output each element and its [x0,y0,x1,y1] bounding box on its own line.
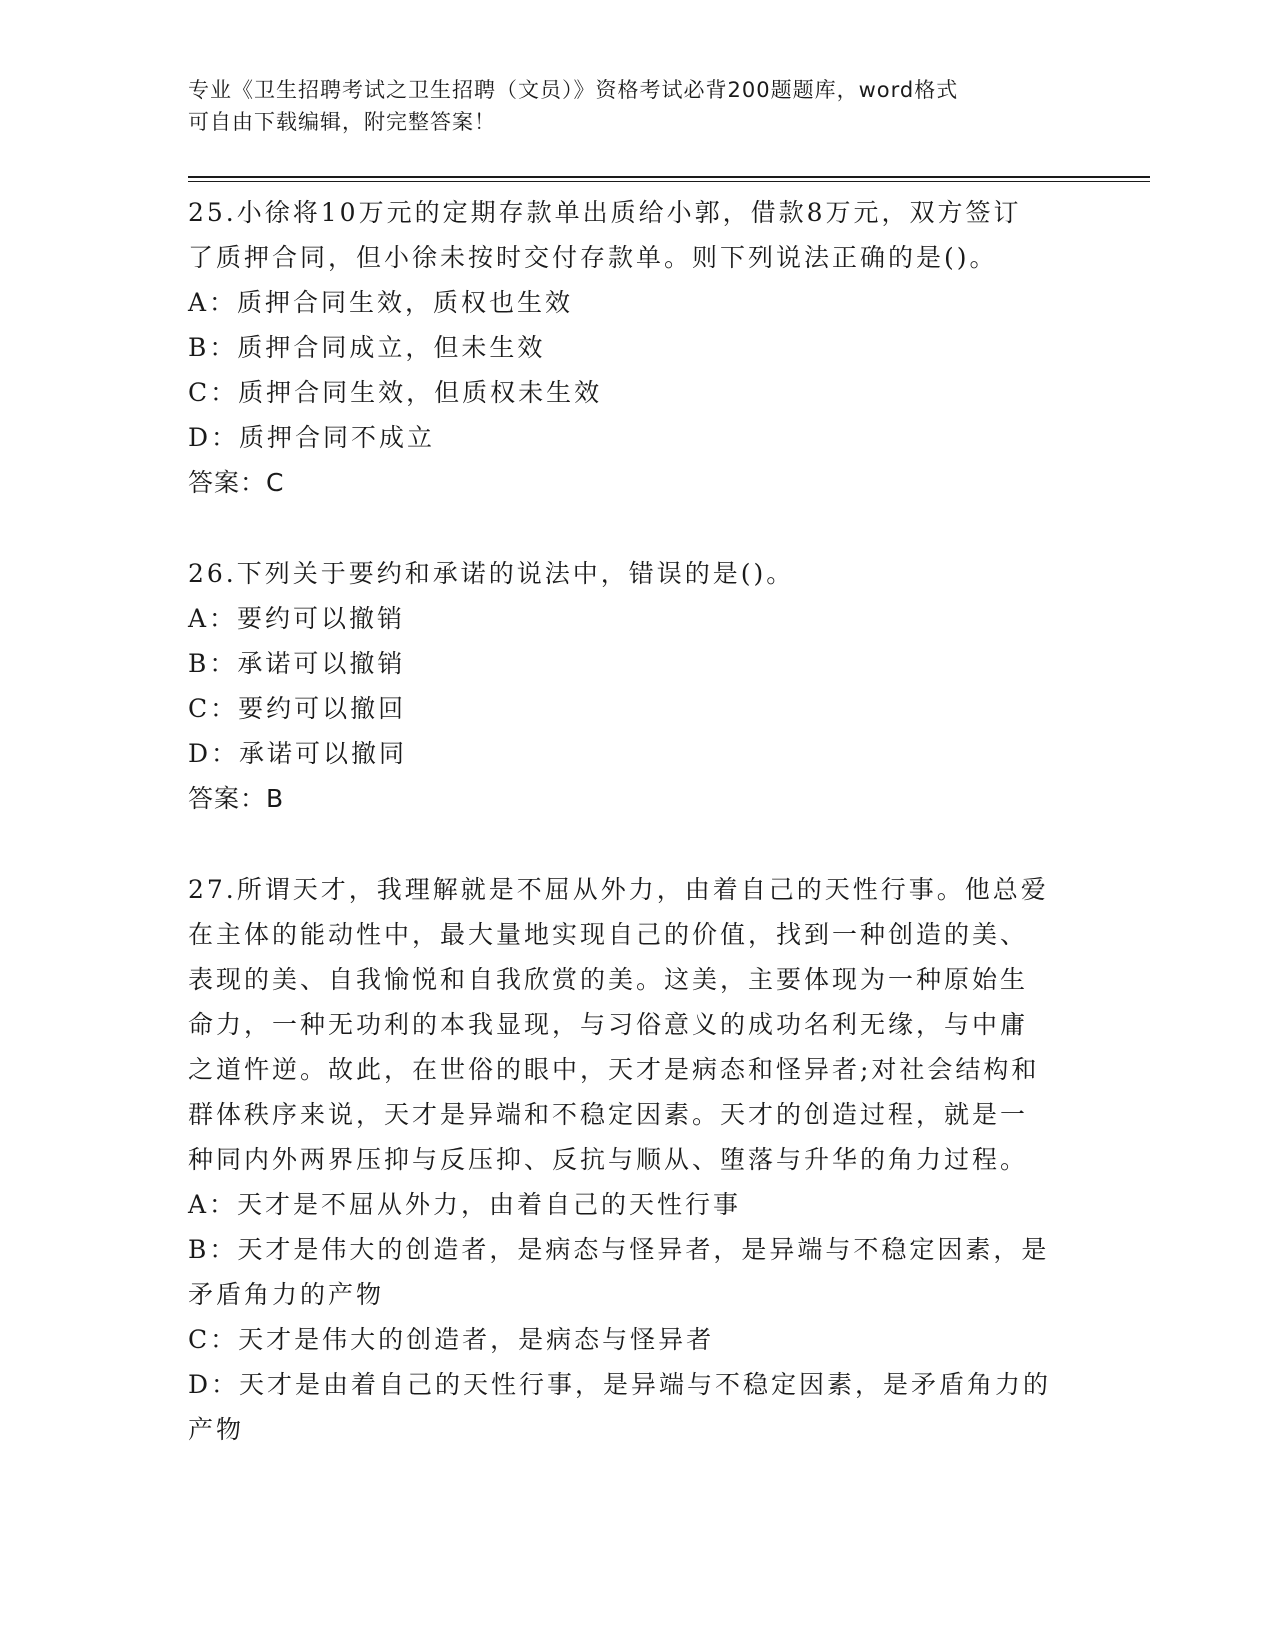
question-stem-line: 表现的美、自我愉悦和自我欣赏的美。这美，主要体现为一种原始生 [188,965,1029,994]
document-header [188,74,1068,138]
header-line-2: 可自由下载编辑，附完整答案！ [188,110,496,134]
option-a: A：要约可以撤销 [188,604,406,633]
question-stem-line: 26.下列关于要约和承诺的说法中，错误的是()。 [188,559,795,588]
question-stem-line: 27.所谓天才，我理解就是不屈从外力，由着自己的天性行事。他总爱 [188,875,1049,904]
header-rule-thin [188,181,1150,182]
header-rule-thick [188,176,1150,178]
option-c: C：要约可以撤回 [188,694,407,723]
question-stem-line: 之道忤逆。故此，在世俗的眼中，天才是病态和怪异者;对社会结构和 [188,1055,1040,1084]
question-stem-line: 了质押合同，但小徐未按时交付存款单。则下列说法正确的是()。 [188,243,998,272]
option-b: B：承诺可以撤销 [188,649,406,678]
option-d: D：承诺可以撤同 [188,739,408,768]
option-a: A：质押合同生效，质权也生效 [188,288,574,317]
question-gap [188,821,1088,867]
question-gap [188,505,1088,551]
question-27 [188,867,1088,1452]
answer-line: 答案：C [188,468,285,497]
question-stem-line: 25.小徐将10万元的定期存款单出质给小郭，借款8万元，双方签订 [188,198,1022,227]
option-a: A：天才是不屈从外力，由着自己的天性行事 [188,1190,742,1219]
answer-line: 答案：B [188,784,285,813]
question-25 [188,190,1088,505]
option-d: D：天才是由着自己的天性行事，是异端与不稳定因素，是矛盾角力的 [188,1370,1052,1399]
option-b: B：质押合同成立，但未生效 [188,333,546,362]
question-26 [188,551,1088,821]
option-c: C：天才是伟大的创造者，是病态与怪异者 [188,1325,715,1354]
option-d-continued: 产物 [188,1415,245,1444]
option-c: C：质押合同生效，但质权未生效 [188,378,603,407]
question-stem-line: 命力，一种无功利的本我显现，与习俗意义的成功名利无缘，与中庸 [188,1010,1029,1039]
option-b: B：天才是伟大的创造者，是病态与怪异者，是异端与不稳定因素，是 [188,1235,1050,1264]
question-list [188,190,1088,1452]
question-stem-line: 种同内外两界压抑与反压抑、反抗与顺从、堕落与升华的角力过程。 [188,1145,1029,1174]
option-b-continued: 矛盾角力的产物 [188,1280,385,1309]
question-stem-line: 在主体的能动性中，最大量地实现自己的价值，找到一种创造的美、 [188,920,1029,949]
option-d: D：质押合同不成立 [188,423,436,452]
header-line-1: 专业《卫生招聘考试之卫生招聘（文员）》资格考试必背200题题库，word格式 [188,78,959,102]
question-stem-line: 群体秩序来说，天才是异端和不稳定因素。天才的创造过程，就是一 [188,1100,1029,1129]
